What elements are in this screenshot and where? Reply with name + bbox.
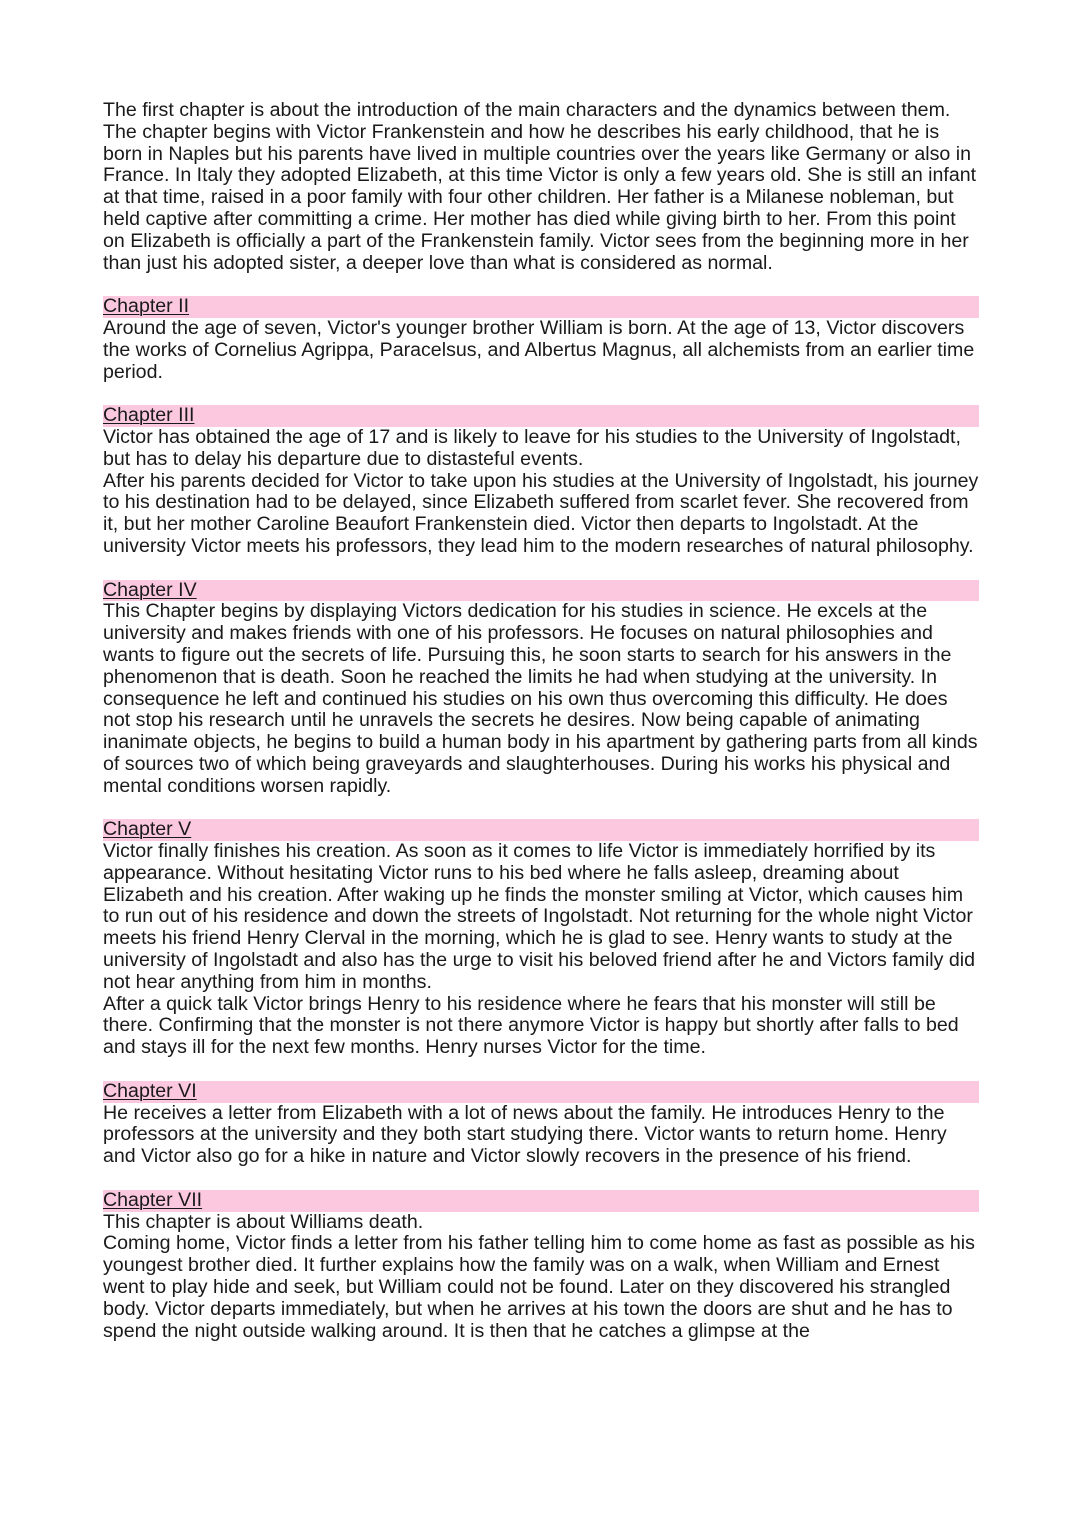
chapter-section-4: [103, 580, 979, 798]
chapter-paragraph: Around the age of seven, Victor's younger brother William is born. At the age of 13, Victor discovers the works of Cornelius Agrippa, Paracelsus, and Albertus Magnus, all alchemists from an earlier time period.: [103, 316, 975, 383]
chapter-title: Chapter II: [103, 295, 190, 318]
chapter-paragraph: Victor has obtained the age of 17 and is likely to leave for his studies to the University of Ingolstadt, but has to delay his departure due to distasteful events.: [103, 425, 961, 470]
chapter-paragraph: After his parents decided for Victor to take upon his studies at the University of Ingolstadt, his journey to his destination had to be delayed, since Elizabeth suffered from scarlet fever. She recovered from it, but her mother Caroline Beaufort Frankenstein died. Victor then departs to Ingolstadt. At the university Victor meets his professors, they lead him to the modern researches of natural philosophy.: [103, 469, 979, 557]
chapter-title: Chapter III: [103, 404, 195, 427]
chapter-heading: [103, 296, 979, 318]
chapter-paragraph: After a quick talk Victor brings Henry to his residence where he fears that his monster will still be there. Confirming that the monster is not there anymore Victor is happy but shortly after falls to bed and stays ill for the next few months. Henry nurses Victor for the time.: [103, 992, 959, 1059]
document-page: [103, 100, 979, 1342]
chapter-paragraph: He receives a letter from Elizabeth with a lot of news about the family. He introduces Henry to the professors at the university and they both start studying there. Victor wants to return home. Henry and Victor also go for a hike in nature and Victor slowly recovers in the presence of his friend.: [103, 1101, 947, 1168]
chapter-heading: [103, 819, 979, 841]
chapter-heading: [103, 405, 979, 427]
chapter-section-5: [103, 819, 979, 1059]
chapter-heading: [103, 1190, 979, 1212]
chapter-paragraph: This Chapter begins by displaying Victors dedication for his studies in science. He excels at the university and makes friends with one of his professors. He focuses on natural philosophies and wants to figure out the secrets of life. Pursuing this, he soon starts to search for his answers in the phenomenon that is death. Soon he reached the limits he had when studying at the university. In consequence he left and continued his studies on his own thus overcoming this difficulty. He does not stop his research until he unravels the secrets he desires. Now being capable of animating inanimate objects, he begins to build a human body in his apartment by gathering parts from all kinds of sources two of which being graveyards and slaughterhouses. During his works his physical and mental conditions worsen rapidly.: [103, 600, 978, 797]
chapter-paragraph: This chapter is about Williams death.: [103, 1210, 424, 1233]
chapter-title: Chapter IV: [103, 578, 197, 601]
chapter-section-3: [103, 405, 979, 558]
intro-paragraph-1: The first chapter is about the introduction of the main characters and the dynamics between them.: [103, 99, 951, 121]
chapter-title: Chapter VI: [103, 1079, 197, 1102]
intro-paragraph-2: The chapter begins with Victor Frankenstein and how he describes his early childhood, that he is born in Naples but his parents have lived in multiple countries over the years like Germany or also in France. In Italy they adopted Elizabeth, at this time Victor is only a few years old. She is still an infant at that time, raised in a poor family with four other children. Her father is a Milanese nobleman, but held captive after committing a crime. Her mother has died while giving birth to her. From this point on Elizabeth is officially a part of the Frankenstein family. Victor sees from the beginning more in her than just his adopted sister, a deeper love than what is considered as normal.: [103, 120, 977, 274]
chapter-heading: [103, 580, 979, 602]
chapter-section-7: [103, 1190, 979, 1343]
chapter-heading: [103, 1081, 979, 1103]
chapter-paragraph: Victor finally finishes his creation. As soon as it comes to life Victor is immediately horrified by its appearance. Without hesitating Victor runs to his bed where he falls asleep, dreaming about Elizabeth and his creation. After waking up he finds the monster smiling at Victor, which causes him to run out of his residence and down the streets of Ingolstadt. Not returning for the whole night Victor meets his friend Henry Clerval in the morning, which he is glad to see. Henry wants to study at the university of Ingolstadt and also has the urge to visit his beloved friend after he and Victors family did not hear anything from him in months.: [103, 840, 976, 993]
chapter-section-6: [103, 1081, 979, 1168]
chapter-title: Chapter V: [103, 818, 192, 841]
chapter-section-2: [103, 296, 979, 383]
chapter-title: Chapter VII: [103, 1188, 203, 1211]
chapter-paragraph: Coming home, Victor finds a letter from his father telling him to come home as fast as possible as his youngest brother died. It further explains how the family was on a walk, when William and Ernest went to play hide and seek, but William could not be found. Later on they discovered his strangled body. Victor departs immediately, but when he arrives at his town the doors are shut and he has to spend the night outside walking around. It is then that he catches a glimpse at the: [103, 1232, 975, 1342]
